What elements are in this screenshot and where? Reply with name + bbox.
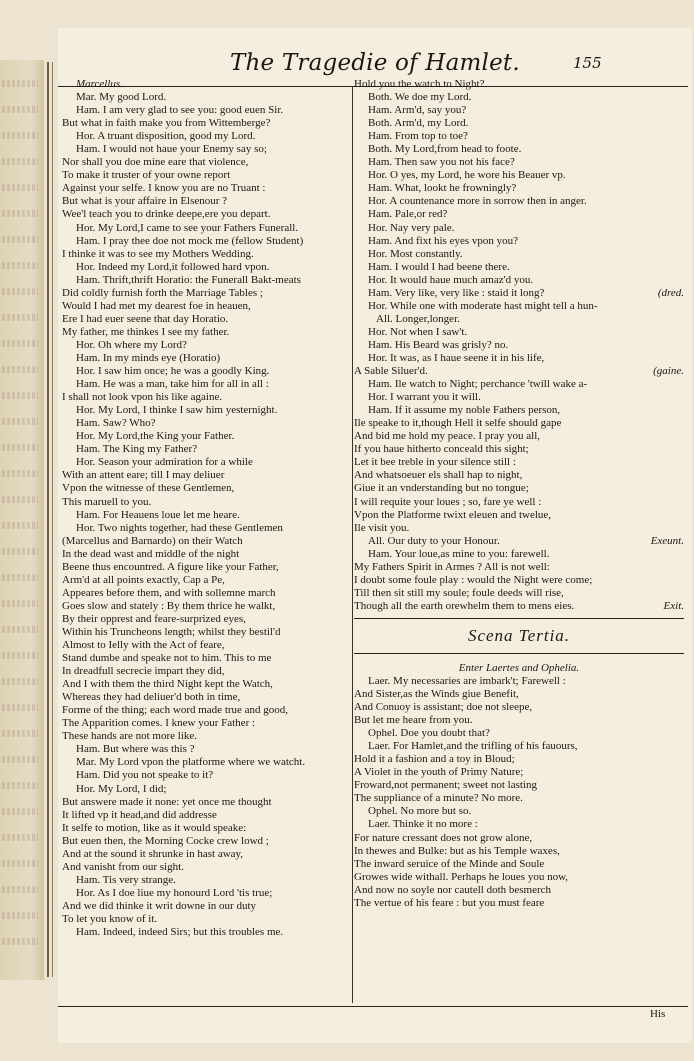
text-line: Ham. What, lookt he frowningly? — [368, 182, 517, 195]
ghost-text-line — [2, 730, 38, 737]
text-line: Hor. My Lord,I came to see your Fathers Funerall. — [76, 221, 299, 234]
text-line: Would I had met my dearest foe in heauen, — [62, 299, 251, 312]
text-line: My Fathers Spirit in Armes ? All is not well: — [354, 560, 550, 573]
text-line: It selfe to motion, like as it would speake: — [62, 821, 247, 834]
text-line: In thewes and Bulke: but as his Temple waxes, — [354, 844, 560, 857]
ghost-text-line — [2, 522, 38, 529]
text-line: Ham. For Heauens loue let me heare. — [76, 508, 240, 521]
text-line: Hor. It was, as I haue seene it in his life, — [368, 351, 545, 364]
text-line: Ham. His Beard was grisly? no. — [368, 338, 509, 351]
ghost-text-line — [2, 392, 38, 399]
text-line: All. Longer,longer. — [376, 312, 460, 325]
text-line: Hor. Nay very pale. — [368, 221, 455, 234]
text-line: Hor. A countenance more in sorrow then in anger. — [368, 195, 587, 208]
scene-heading: Scena Tertia. — [467, 625, 571, 645]
text-line: But let me heare from you. — [354, 714, 473, 727]
footer-rule — [58, 1006, 688, 1007]
text-line: Let it bee treble in your silence still : — [354, 456, 516, 469]
text-line: Ham. Your loue,as mine to you: farewell. — [368, 547, 550, 560]
text-line: This maruell to you. — [62, 495, 152, 508]
text-line: Growes wide withall. Perhaps he loues you now, — [354, 870, 569, 883]
text-line: Hor. While one with moderate hast might tell a hun- — [368, 299, 598, 312]
right-text-column — [354, 78, 684, 910]
ghost-text-line — [2, 210, 38, 217]
text-line: For nature cressant does not grow alone, — [354, 831, 533, 844]
text-line: Laer. Thinke it no more : — [368, 818, 478, 831]
text-line: Stand dumbe and speake not to him. This to me — [62, 652, 272, 665]
text-line: And at the sound it shrunke in hast away, — [62, 847, 244, 860]
text-line: Nor shall you doe mine eare that violence, — [62, 156, 249, 169]
text-line: Appeares before them, and with sollemne march — [62, 586, 276, 599]
text-line: Hor. My Lord,the King your Father. — [76, 430, 235, 443]
text-line: Hor. Not when I saw't. — [368, 325, 468, 338]
text-line: These hands are not more like. — [62, 730, 198, 743]
text-line: And vanisht from our sight. — [62, 860, 184, 873]
text-line: Ere I had euer seene that day Horatio. — [62, 312, 229, 325]
line-right-text: (gaine. — [653, 365, 684, 378]
line-text: All. Our duty to your Honour. — [368, 534, 500, 547]
ghost-text-line — [2, 860, 38, 867]
text-line — [354, 287, 684, 300]
ghost-text-line — [2, 496, 38, 503]
text-line: Till then sit still my soule; foule deeds will rise, — [354, 586, 564, 599]
text-line: Marcellus. — [76, 78, 123, 90]
text-line: Ham. Thrift,thrift Horatio: the Funerall Bakt-meats — [76, 273, 301, 286]
text-line: Hor. It would haue much amaz'd you. — [368, 273, 534, 286]
text-line: Giue it an vnderstanding but no tongue; — [354, 482, 529, 495]
ghost-text-line — [2, 834, 38, 841]
text-line: But answere made it none: yet once me thought — [62, 795, 272, 808]
text-line: Froward,not permanent; sweet not lasting — [354, 779, 537, 792]
text-line: My father, me thinkes I see my father. — [62, 325, 230, 338]
text-line: (Marcellus and Barnardo) on their Watch — [62, 534, 243, 547]
text-line: Ham. But where was this ? — [76, 743, 195, 756]
text-line: And Sister,as the Winds giue Benefit, — [354, 688, 519, 701]
text-line: Hor. Most constantly. — [368, 247, 463, 260]
text-line: Ham. Indeed, indeed Sirs; but this troubles me. — [76, 926, 284, 939]
text-line: I shall not look vpon his like againe. — [62, 391, 223, 404]
catchword: His — [650, 1008, 666, 1020]
text-line: Ham. Saw? Who? — [76, 417, 156, 430]
text-line: Ham. Arm'd, say you? — [368, 104, 467, 117]
text-line: Whereas they had deliuer'd both in time, — [62, 691, 241, 704]
text-line: In dreadfull secrecie impart they did, — [62, 665, 225, 678]
text-line: To let you know of it. — [62, 913, 158, 925]
text-line: Hold you the watch to Night? — [354, 78, 485, 90]
scene-two-ending — [354, 78, 684, 613]
text-line: Did coldly furnish forth the Marriage Tables ; — [62, 286, 263, 299]
text-line: Ham. If it assume my noble Fathers person, — [368, 404, 561, 417]
text-line: Ham. I would I had beene there. — [368, 260, 510, 273]
binding-rule — [52, 62, 53, 977]
page-number: 155 — [573, 54, 602, 72]
text-line: Hor. O yes, my Lord, he wore his Beauer vp. — [368, 169, 566, 182]
text-line: Forme of the thing; each word made true and good, — [62, 704, 289, 717]
text-line: Ham. From top to toe? — [368, 130, 468, 143]
text-line: Hor. A truant disposition, good my Lord. — [76, 130, 256, 143]
text-line — [354, 365, 684, 378]
ghost-text-line — [2, 184, 38, 191]
text-line: But what in faith make you from Wittemberge? — [62, 117, 271, 130]
left-text-column — [62, 78, 351, 939]
text-line: A Violet in the youth of Primy Nature; — [354, 766, 524, 779]
text-line: Ophel. No more but so. — [368, 805, 472, 818]
text-line: Laer. My necessaries are imbark't; Farewell : — [368, 674, 566, 687]
ghost-text-line — [2, 340, 38, 347]
text-line: I thinke it was to see my Mothers Wedding. — [62, 247, 254, 260]
text-line: To make it truster of your owne report — [62, 169, 231, 182]
ghost-text-line — [2, 262, 38, 269]
text-line: Ile visit you. — [354, 521, 410, 534]
ghost-text-line — [2, 574, 38, 581]
text-line: But euen then, the Morning Cocke crew lowd ; — [62, 834, 269, 847]
adjacent-page-edge — [0, 60, 44, 980]
text-line: Both. We doe my Lord. — [368, 91, 472, 104]
text-line: Within his Truncheons length; whilst they bestil'd — [62, 625, 281, 638]
text-line: Mar. My good Lord. — [76, 91, 167, 104]
line-right-text: Exit. — [663, 599, 684, 612]
ghost-text-line — [2, 912, 38, 919]
line-text: Ham. Very like, very like : staid it long? — [368, 286, 545, 299]
ghost-text-line — [2, 366, 38, 373]
text-line: Hor. My Lord, I thinke I saw him yesternight. — [76, 404, 278, 417]
binding-rule — [47, 62, 49, 977]
line-text: Though all the earth orewhelm them to mens eies. — [354, 599, 575, 612]
text-line: Ham. The King my Father? — [76, 443, 198, 456]
ghost-text-line — [2, 418, 38, 425]
ghost-text-line — [2, 80, 38, 87]
text-line: The suppliance of a minute? No more. — [354, 792, 523, 805]
text-line: Ham. In my minds eye (Horatio) — [76, 351, 221, 364]
text-line: But what is your affaire in Elsenour ? — [62, 195, 228, 208]
text-line: Both. My Lord,from head to foote. — [368, 143, 522, 156]
text-line: Vpon the witnesse of these Gentlemen, — [62, 482, 235, 495]
ghost-text-line — [2, 886, 38, 893]
ghost-text-line — [2, 444, 38, 451]
text-line: The inward seruice of the Minde and Soule — [354, 857, 545, 870]
text-line: Against your selfe. I know you are no Truant : — [62, 182, 266, 195]
text-line: Hor. As I doe liue my honourd Lord 'tis true; — [76, 886, 273, 899]
ghost-text-line — [2, 106, 38, 113]
text-line: Ham. I am very glad to see you: good euen Sir. — [76, 104, 284, 117]
stage-direction: Enter Laertes and Ophelia. — [458, 661, 580, 674]
text-line: I doubt some foule play : would the Night were come; — [354, 573, 593, 586]
text-line — [354, 535, 684, 548]
text-line: Both. Arm'd, my Lord. — [368, 117, 469, 130]
text-line: The Apparition comes. I knew your Father : — [62, 717, 256, 730]
text-line: It lifted vp it head,and did addresse — [62, 808, 217, 821]
text-line: Beene thus encountred. A figure like your Father, — [62, 560, 279, 573]
text-line: Hor. Oh where my Lord? — [76, 338, 187, 351]
text-line: Hor. Two nights together, had these Gentlemen — [76, 521, 283, 534]
text-line: In the dead wast and middle of the night — [62, 547, 240, 560]
text-line: Ham. I would not haue your Enemy say so; — [76, 143, 267, 156]
text-line: Hor. Season your admiration for a while — [76, 456, 253, 469]
text-line: Laer. For Hamlet,and the trifling of his fauours, — [368, 740, 578, 753]
text-line: Goes slow and stately : By them thrice he walkt, — [62, 599, 276, 612]
folio-page — [58, 28, 692, 1043]
text-line: Almost to Ielly with the Act of feare, — [62, 639, 225, 652]
text-line: And bid me hold my peace. I pray you all, — [354, 430, 541, 443]
text-line: Hor. I saw him once; he was a goodly King. — [76, 365, 270, 378]
text-line: Ham. Tis very strange. — [76, 873, 176, 886]
scene-three-text — [354, 675, 684, 910]
text-line: I will requite your loues ; so, fare ye well : — [354, 495, 542, 508]
text-line — [354, 600, 684, 613]
ghost-text-line — [2, 678, 38, 685]
text-line: If you haue hitherto conceald this sight; — [354, 443, 529, 456]
text-line: With an attent eare; till I may deliuer — [62, 469, 225, 482]
line-text: A Sable Siluer'd. — [354, 365, 428, 378]
page-title: The Tragedie of Hamlet. — [230, 50, 520, 76]
text-line: And whatsoeuer els shall hap to night, — [354, 469, 523, 482]
ghost-text-line — [2, 314, 38, 321]
text-line: Ham. Did you not speake to it? — [76, 769, 214, 782]
text-line: The vertue of his feare : but you must feare — [354, 896, 545, 909]
line-right-text: Exeunt. — [650, 534, 684, 547]
scene-divider-rule — [354, 653, 684, 654]
text-line: Ham. Ile watch to Night; perchance 'twill wake a- — [368, 378, 588, 391]
ghost-text-line — [2, 938, 38, 945]
ghost-text-line — [2, 782, 38, 789]
text-line: Vpon the Platforme twixt eleuen and twelue, — [354, 508, 552, 521]
text-line: Wee'l teach you to drinke deepe,ere you depart. — [62, 208, 271, 221]
ghost-text-line — [2, 548, 38, 555]
text-line: Ham. He was a man, take him for all in all : — [76, 378, 269, 391]
text-line: Hor. I warrant you it will. — [368, 391, 481, 404]
text-line: Ile speake to it,though Hell it selfe should gape — [354, 417, 562, 430]
ghost-text-line — [2, 756, 38, 763]
ghost-text-line — [2, 288, 38, 295]
ghost-text-line — [2, 236, 38, 243]
text-line: Arm'd at all points exactly, Cap a Pe, — [62, 573, 225, 586]
ghost-text-line — [2, 808, 38, 815]
text-line: And Conuoy is assistant; doe not sleepe, — [354, 701, 533, 714]
text-line: Hor. My Lord, I did; — [76, 782, 167, 795]
ghost-text-line — [2, 132, 38, 139]
text-line: Ophel. Doe you doubt that? — [368, 727, 490, 740]
text-line: Ham. Then saw you not his face? — [368, 156, 515, 169]
ghost-text-line — [2, 704, 38, 711]
text-line: Hold it a fashion and a toy in Bloud; — [354, 753, 515, 766]
text-line: And we did thinke it writ downe in our duty — [62, 899, 257, 912]
text-line: Ham. I pray thee doe not mock me (fellow Student) — [76, 234, 304, 247]
text-line: Mar. My Lord vpon the platforme where we watcht. — [76, 756, 306, 769]
text-line: Ham. Pale,or red? — [368, 208, 448, 221]
ghost-text-line — [2, 600, 38, 607]
ghost-text-line — [2, 470, 38, 477]
column-divider — [352, 86, 353, 1003]
text-line: And I with them the third Night kept the Watch, — [62, 678, 273, 691]
text-line: By their opprest and feare-surprized eyes, — [62, 612, 246, 625]
text-line: Ham. And fixt his eyes vpon you? — [368, 234, 519, 247]
text-line: Hor. Indeed my Lord,it followed hard vpon. — [76, 260, 270, 273]
ghost-text-line — [2, 652, 38, 659]
ghost-text-line — [2, 158, 38, 165]
line-right-text: (dred. — [657, 286, 684, 299]
text-line: And now no soyle nor cautell doth besmerch — [354, 883, 552, 896]
ghost-text-line — [2, 626, 38, 633]
